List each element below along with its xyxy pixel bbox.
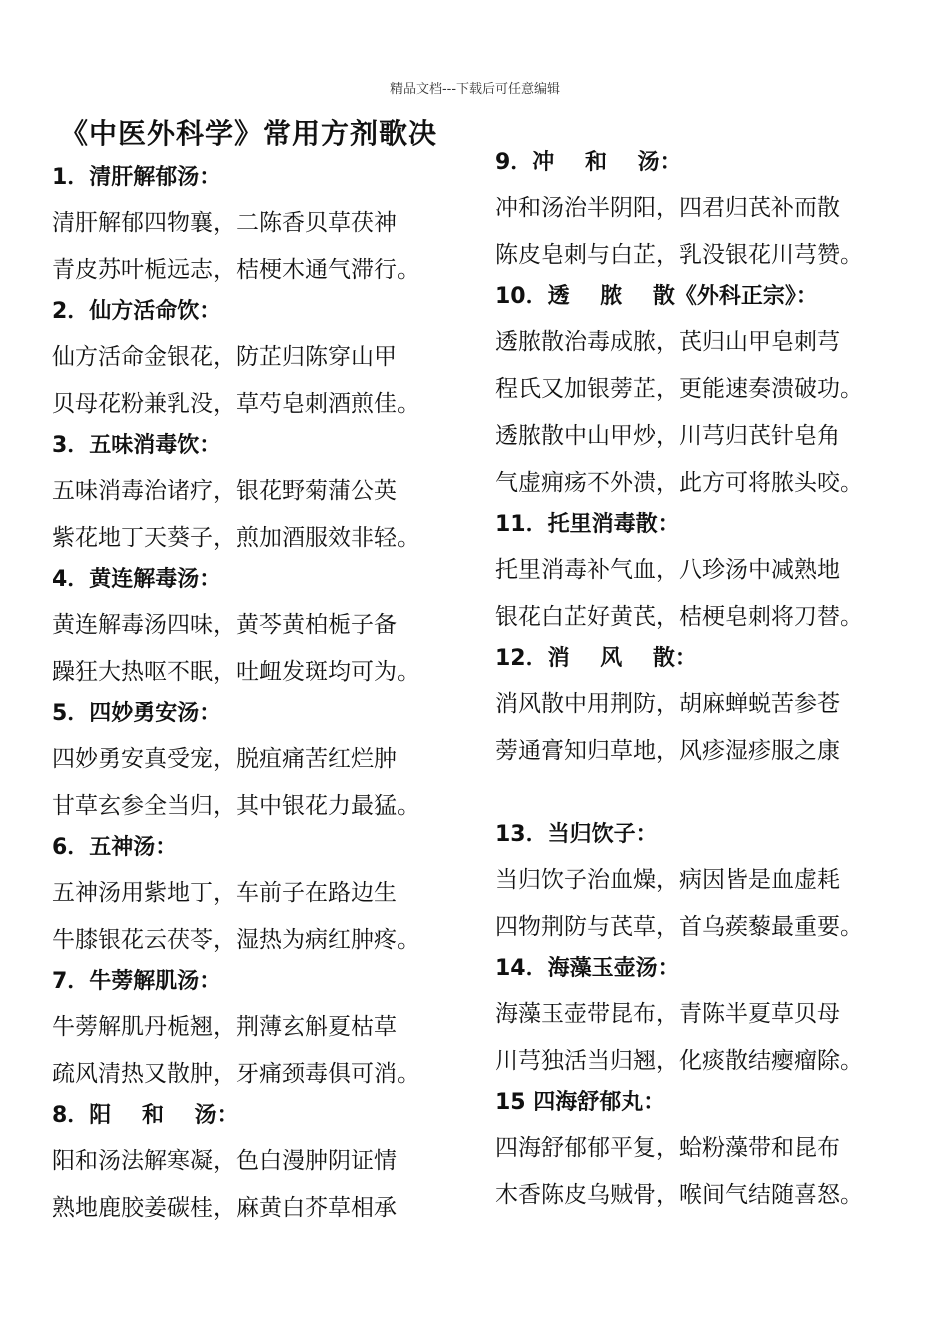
verse-line: 五味消毒治诸疗，银花野菊蒲公英 bbox=[52, 478, 397, 504]
formula-heading: 8．阳 和 汤： bbox=[52, 1103, 239, 1128]
verse-line: 清肝解郁四物襄，二陈香贝草茯神 bbox=[52, 210, 397, 236]
verse-line: 牛蒡解肌丹栀翘，荆薄玄斛夏枯草 bbox=[52, 1014, 397, 1040]
verse-line: 蒡通膏知归草地，风疹湿疹服之康 bbox=[495, 738, 840, 764]
formula-entry-5 bbox=[52, 696, 472, 830]
verse-line: 四物荆防与芪草，首乌蒺藜最重要。 bbox=[495, 914, 863, 940]
formula-heading: 6．五神汤： bbox=[52, 835, 178, 860]
verse-line: 牛膝银花云茯苓，湿热为病红肿疼。 bbox=[52, 927, 420, 953]
document-title: 《中医外科学》常用方剂歌决 bbox=[60, 117, 438, 150]
formula-entry-1 bbox=[52, 160, 472, 294]
formula-heading: 1．清肝解郁汤： bbox=[52, 165, 222, 190]
formula-heading: 10．透 脓 散《外科正宗》： bbox=[495, 284, 818, 309]
verse-line: 托里消毒补气血，八珍汤中减熟地 bbox=[495, 557, 840, 583]
formula-entry-9 bbox=[495, 145, 915, 279]
formula-heading: 2．仙方活命饮： bbox=[52, 299, 222, 324]
verse-line: 疏风清热又散肿，牙痛颈毒俱可消。 bbox=[52, 1061, 420, 1087]
verse-line: 冲和汤治半阴阳，四君归芪补而散 bbox=[495, 195, 840, 221]
formula-heading: 14．海藻玉壶汤： bbox=[495, 956, 680, 981]
formula-heading: 13．当归饮子： bbox=[495, 822, 658, 847]
formula-heading: 11．托里消毒散： bbox=[495, 512, 680, 537]
verse-line: 躁狂大热呕不眠，吐衄发斑均可为。 bbox=[52, 659, 420, 685]
formula-heading: 5．四妙勇安汤： bbox=[52, 701, 222, 726]
formula-heading: 9．冲 和 汤： bbox=[495, 150, 682, 175]
blank-spacer bbox=[495, 775, 915, 817]
left-column bbox=[52, 160, 472, 1232]
verse-line: 气虚痈疡不外溃，此方可将脓头咬。 bbox=[495, 470, 863, 496]
verse-line: 当归饮子治血燥，病因皆是血虚耗 bbox=[495, 867, 840, 893]
formula-entry-2 bbox=[52, 294, 472, 428]
verse-line: 阳和汤法解寒凝，色白漫肿阴证情 bbox=[52, 1148, 397, 1174]
formula-entry-8 bbox=[52, 1098, 472, 1232]
verse-line: 紫花地丁天葵子，煎加酒服效非轻。 bbox=[52, 525, 420, 551]
verse-line: 熟地鹿胶姜碳桂，麻黄白芥草相承 bbox=[52, 1195, 397, 1221]
verse-line: 四海舒郁郁平复，蛤粉藻带和昆布 bbox=[495, 1135, 840, 1161]
verse-line: 甘草玄参全当归，其中银花力最猛。 bbox=[52, 793, 420, 819]
formula-heading: 3．五味消毒饮： bbox=[52, 433, 222, 458]
verse-line: 仙方活命金银花，防芷归陈穿山甲 bbox=[52, 344, 397, 370]
formula-entry-15 bbox=[495, 1085, 915, 1219]
formula-entry-10 bbox=[495, 279, 915, 507]
verse-line: 川芎独活当归翘，化痰散结瘿瘤除。 bbox=[495, 1048, 863, 1074]
formula-entry-7 bbox=[52, 964, 472, 1098]
verse-line: 木香陈皮乌贼骨，喉间气结随喜怒。 bbox=[495, 1182, 863, 1208]
formula-heading: 15 四海舒郁丸： bbox=[495, 1090, 666, 1115]
verse-line: 银花白芷好黄芪，桔梗皂刺将刀替。 bbox=[495, 604, 863, 630]
verse-line: 程氏又加银蒡芷，更能速奏溃破功。 bbox=[495, 376, 863, 402]
verse-line: 四妙勇安真受宠，脱疽痛苦红烂肿 bbox=[52, 746, 397, 772]
formula-entry-6 bbox=[52, 830, 472, 964]
header-note: 精品文档---下载后可任意编辑 bbox=[389, 82, 561, 97]
formula-entry-4 bbox=[52, 562, 472, 696]
verse-line: 消风散中用荆防，胡麻蝉蜕苦参苍 bbox=[495, 691, 840, 717]
verse-line: 五神汤用紫地丁，车前子在路边生 bbox=[52, 880, 397, 906]
formula-heading: 7．牛蒡解肌汤： bbox=[52, 969, 222, 994]
formula-entry-13 bbox=[495, 817, 915, 951]
formula-entry-14 bbox=[495, 951, 915, 1085]
formula-entry-3 bbox=[52, 428, 472, 562]
verse-line: 青皮苏叶栀远志，桔梗木通气滞行。 bbox=[52, 257, 420, 283]
formula-heading: 12．消 风 散： bbox=[495, 646, 697, 671]
formula-heading: 4．黄连解毒汤： bbox=[52, 567, 222, 592]
verse-line: 透脓散治毒成脓，芪归山甲皂刺芎 bbox=[495, 329, 840, 355]
verse-line: 贝母花粉兼乳没，草芍皂刺酒煎佳。 bbox=[52, 391, 420, 417]
formula-entry-11 bbox=[495, 507, 915, 641]
verse-line: 黄连解毒汤四味，黄芩黄柏栀子备 bbox=[52, 612, 397, 638]
verse-line: 海藻玉壶带昆布，青陈半夏草贝母 bbox=[495, 1001, 840, 1027]
right-column bbox=[495, 145, 915, 1219]
verse-line: 透脓散中山甲炒，川芎归芪针皂角 bbox=[495, 423, 840, 449]
verse-line: 陈皮皂刺与白芷，乳没银花川芎赞。 bbox=[495, 242, 863, 268]
formula-entry-12 bbox=[495, 641, 915, 775]
